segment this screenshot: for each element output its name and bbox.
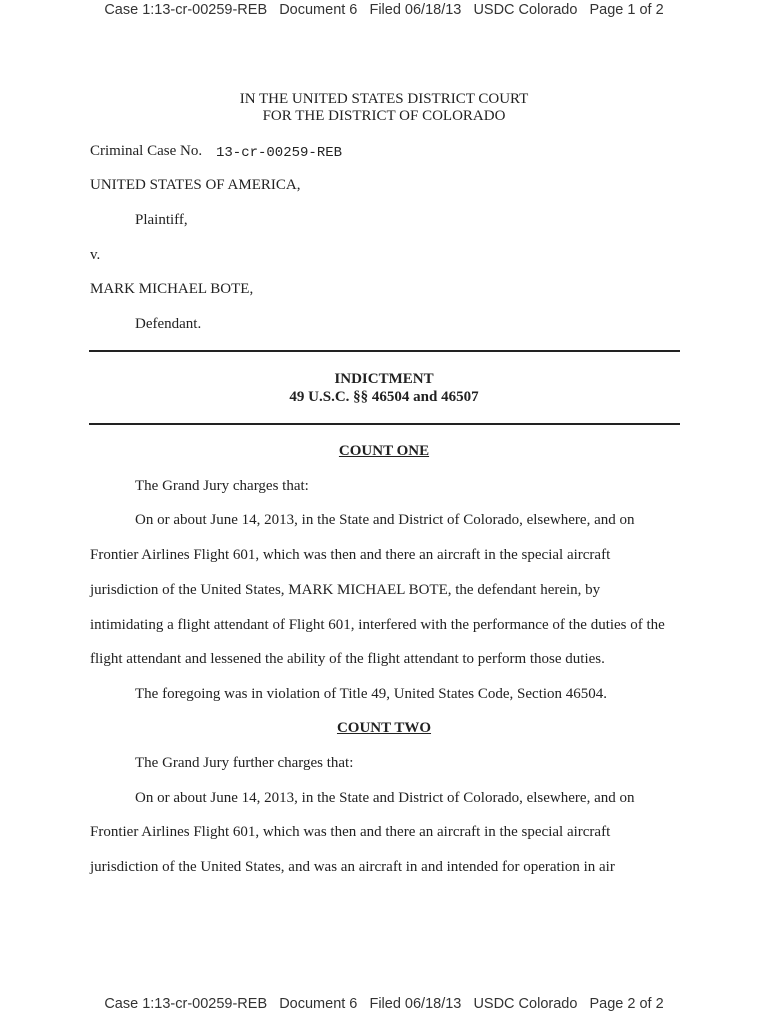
count-two-heading-text: COUNT TWO [336, 720, 432, 736]
plaintiff-role: Plaintiff, [135, 212, 188, 228]
versus: v. [90, 247, 101, 263]
count-two-line: On or about June 14, 2013, in the State and District of Colorado, elsewhere, and on [135, 790, 635, 806]
title-rule-top [89, 350, 680, 352]
count-one-line: intimidating a flight attendant of Flight 601, interfered with the performance of the duties of the [90, 617, 665, 633]
count-one-line: Frontier Airlines Flight 601, which was then and there an aircraft in the special aircraft [90, 547, 611, 563]
count-one-line: flight attendant and lessened the ability of the flight attendant to perform those duties. [90, 651, 605, 667]
title-rule-bottom [89, 423, 680, 425]
statute-citation: 49 U.S.C. §§ 46504 and 46507 [289, 389, 479, 405]
document-title: INDICTMENT [334, 371, 434, 387]
count-one-heading [0, 442, 768, 460]
plaintiff-name: UNITED STATES OF AMERICA, [90, 177, 301, 193]
count-two-line: jurisdiction of the United States, and was an aircraft in and intended for operation in air [90, 859, 615, 875]
court-name: IN THE UNITED STATES DISTRICT COURT [239, 91, 529, 107]
filing-stamp-header: Case 1:13-cr-00259-REB Document 6 Filed 06/18/13 USDC Colorado Page 1 of 2 [104, 2, 664, 18]
court-district: FOR THE DISTRICT OF COLORADO [262, 108, 506, 124]
count-one-line: jurisdiction of the United States, MARK MICHAEL BOTE, the defendant herein, by [90, 582, 601, 598]
case-number-label: Criminal Case No. [90, 143, 203, 159]
case-number: 13-cr-00259-REB [216, 145, 343, 161]
count-two-intro: The Grand Jury further charges that: [135, 755, 354, 771]
filing-stamp-footer: Case 1:13-cr-00259-REB Document 6 Filed 06/18/13 USDC Colorado Page 2 of 2 [104, 996, 664, 1012]
count-two-line: Frontier Airlines Flight 601, which was then and there an aircraft in the special aircraft [90, 824, 611, 840]
count-one-heading-text: COUNT ONE [338, 443, 430, 459]
defendant-name: MARK MICHAEL BOTE, [90, 281, 254, 297]
count-one-violation: The foregoing was in violation of Title 49, United States Code, Section 46504. [135, 686, 608, 702]
count-one-line: On or about June 14, 2013, in the State and District of Colorado, elsewhere, and on [135, 512, 635, 528]
count-two-heading [0, 719, 768, 737]
count-one-intro: The Grand Jury charges that: [135, 478, 309, 494]
defendant-role: Defendant. [135, 316, 202, 332]
